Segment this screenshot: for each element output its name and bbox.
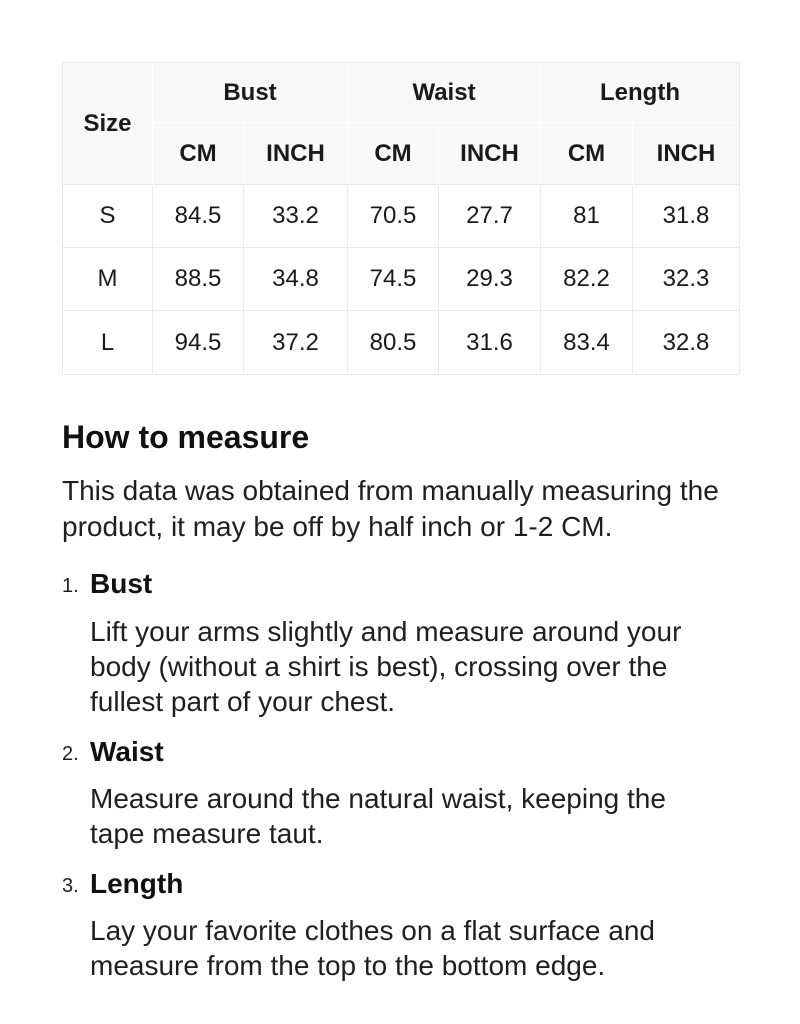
measure-disclaimer-text: This data was obtained from manually measuring the product, it may be off by half inch or 1-2 CM. bbox=[62, 474, 719, 542]
measure-steps-list bbox=[62, 568, 738, 983]
step-description-length: Lay your favorite clothes on a flat surface and measure from the top to the bottom edge. bbox=[90, 915, 655, 982]
list-item-number: 2. bbox=[62, 742, 79, 765]
table-cell: 33.2 bbox=[244, 185, 348, 248]
table-cell: 84.5 bbox=[153, 185, 244, 248]
column-group-header-bust: Bust bbox=[153, 63, 348, 123]
table-cell: 31.8 bbox=[633, 185, 739, 248]
table-cell: 70.5 bbox=[348, 185, 439, 248]
table-cell: 81 bbox=[541, 185, 633, 248]
list-item-waist bbox=[62, 736, 738, 851]
unit-header-length-cm: CM bbox=[541, 123, 633, 185]
table-row-size-l bbox=[63, 311, 739, 374]
table-cell: 27.7 bbox=[439, 185, 541, 248]
table-cell: 29.3 bbox=[439, 248, 541, 311]
step-description-bust: Lift your arms slightly and measure around your body (without a shirt is best), crossing over the fullest part of your chest. bbox=[90, 615, 682, 717]
size-label: M bbox=[63, 248, 153, 311]
column-group-header-waist: Waist bbox=[348, 63, 541, 123]
table-cell: 94.5 bbox=[153, 311, 244, 374]
list-item-number: 1. bbox=[62, 575, 79, 598]
list-item-length bbox=[62, 868, 738, 983]
table-cell: 31.6 bbox=[439, 311, 541, 374]
size-column-header: Size bbox=[63, 63, 153, 185]
how-to-measure-heading: How to measure bbox=[62, 419, 310, 455]
table-row-size-m bbox=[63, 248, 739, 311]
table-row-size-s bbox=[63, 185, 739, 248]
table-cell: 32.8 bbox=[633, 311, 739, 374]
unit-header-length-inch: INCH bbox=[633, 123, 739, 185]
table-cell: 80.5 bbox=[348, 311, 439, 374]
step-description-waist: Measure around the natural waist, keeping the tape measure taut. bbox=[90, 782, 666, 849]
table-cell: 83.4 bbox=[541, 311, 633, 374]
list-item-number: 3. bbox=[62, 874, 79, 897]
step-title-length: Length bbox=[90, 867, 184, 899]
table-cell: 37.2 bbox=[244, 311, 348, 374]
table-cell: 88.5 bbox=[153, 248, 244, 311]
unit-header-waist-cm: CM bbox=[348, 123, 439, 185]
unit-header-bust-inch: INCH bbox=[244, 123, 348, 185]
table-cell: 82.2 bbox=[541, 248, 633, 311]
size-chart-table bbox=[62, 62, 740, 375]
table-cell: 74.5 bbox=[348, 248, 439, 311]
table-cell: 32.3 bbox=[633, 248, 739, 311]
unit-header-bust-cm: CM bbox=[153, 123, 244, 185]
unit-header-waist-inch: INCH bbox=[439, 123, 541, 185]
step-title-waist: Waist bbox=[90, 735, 164, 767]
column-group-header-length: Length bbox=[541, 63, 739, 123]
size-label: S bbox=[63, 185, 153, 248]
step-title-bust: Bust bbox=[90, 568, 153, 600]
table-cell: 34.8 bbox=[244, 248, 348, 311]
list-item-bust bbox=[62, 568, 738, 718]
size-label: L bbox=[63, 311, 153, 374]
